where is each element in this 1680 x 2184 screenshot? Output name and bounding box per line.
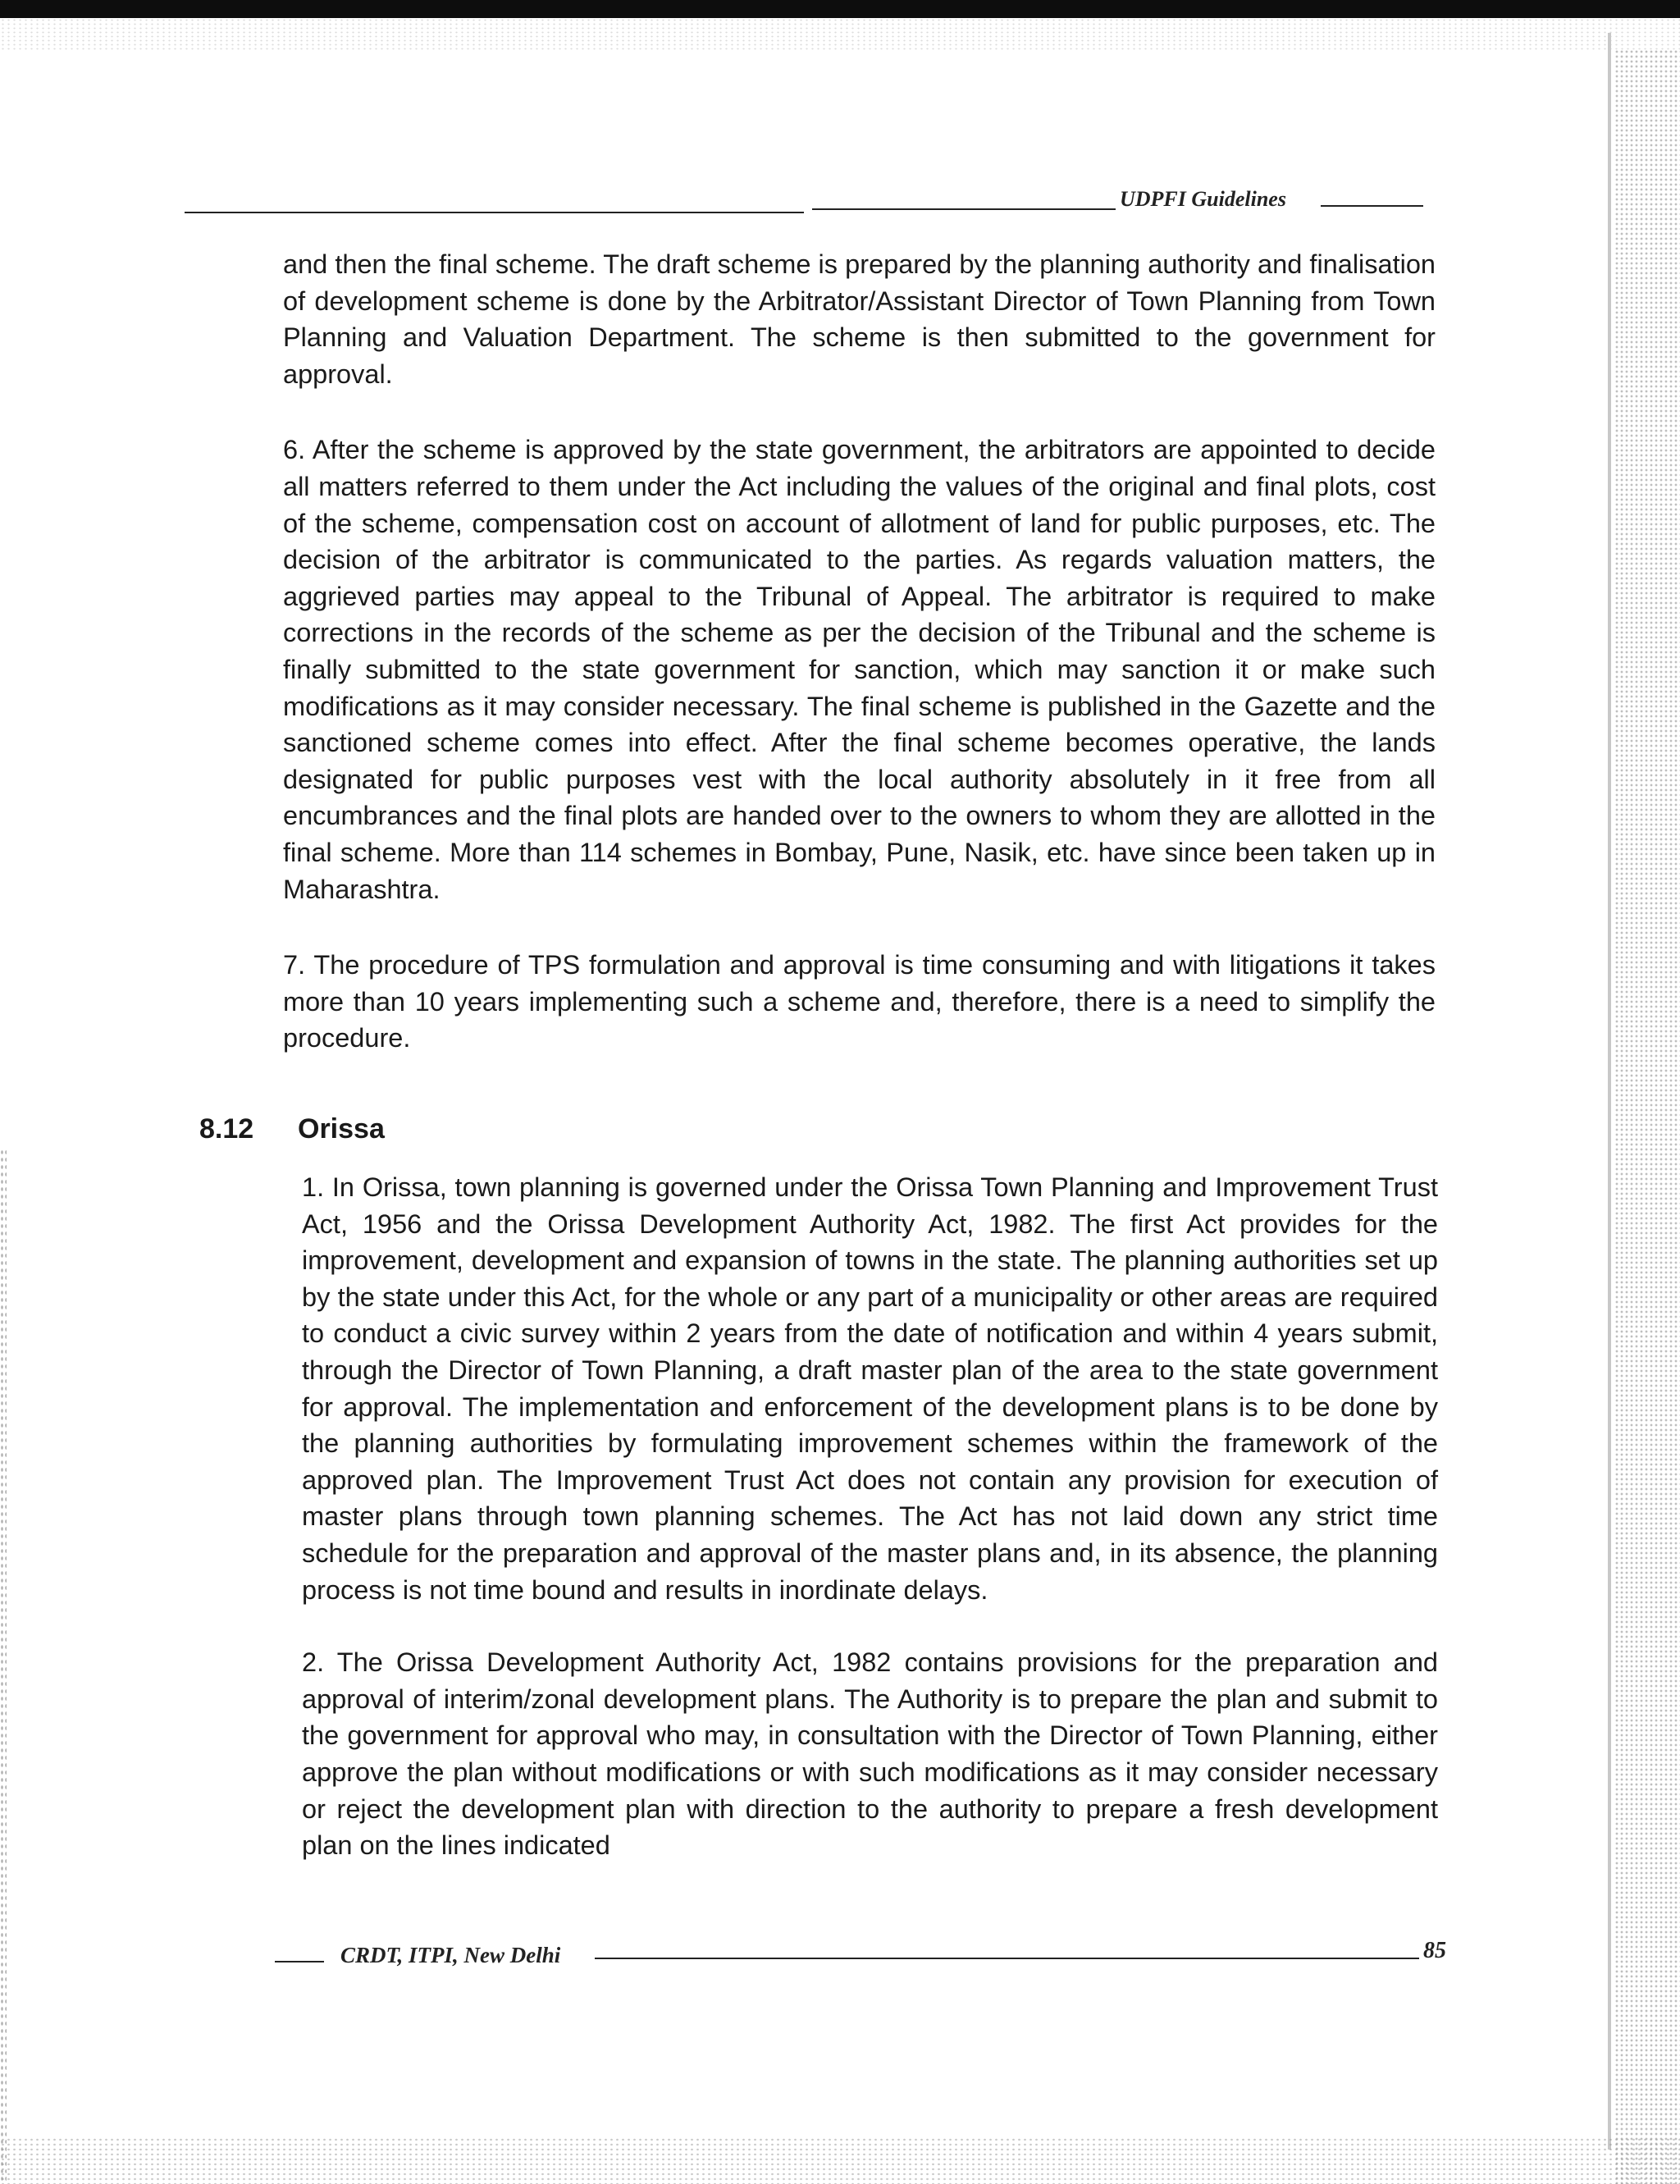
running-header (185, 187, 1423, 220)
scan-top-noise (0, 18, 1680, 51)
scan-left-noise (0, 1149, 7, 2184)
scan-top-border (0, 0, 1680, 18)
footer-publisher: CRDT, ITPI, New Delhi (340, 1943, 561, 1967)
paragraph-7: 7. The procedure of TPS formulation and approval is time consuming and with litigations it takes more than 10 years implementing such a scheme and, therefore, there is a need to simplify the procedure. (283, 950, 1436, 1053)
page-edge (1608, 33, 1611, 2150)
body-text (283, 246, 1436, 1096)
continuation-paragraph: and then the final scheme. The draft scheme is prepared by the planning authority and finalisation of development scheme is done by the Arbitrator/Assistant Director of Town Planning from Town Planning and Valuation Department. The scheme is then submitted to the government for approval. (283, 249, 1436, 389)
header-rule-left (185, 212, 804, 213)
section-title: Orissa (298, 1113, 385, 1145)
scan-bottom-noise (0, 2137, 1680, 2184)
section-number: 8.12 (199, 1113, 254, 1145)
page-footer (275, 1938, 1448, 1979)
running-title: UDPFI Guidelines (1120, 187, 1286, 211)
footer-rule-left (275, 1961, 324, 1962)
header-rule-middle (812, 208, 1116, 210)
paragraph-6: 6. After the scheme is approved by the state government, the arbitrators are appointed to decide all matters referred to them under the Act including the values of the original and final plots, cost of the scheme, compensation cost on account of allotment of land for public purposes, etc. The decision of the arbitrator is communicated to the parties. As regards valuation matters, the aggrieved parties may appeal to the Tribunal of Appeal. The arbitrator is required to make corrections in the records of the scheme as per the decision of the Tribunal and the scheme is finally submitted to the state government for sanction, which may sanction it or make such modifications as it may consider necessary. The final scheme is published in the Gazette and the sanctioned scheme comes into effect. After the final scheme becomes operative, the lands designated for public purposes vest with the local authority absolutely in it free from all encumbrances and the final plots are handed over to the owners to whom they are allotted in the final scheme. More than 114 schemes in Bombay, Pune, Nasik, etc. have since been taken up in Maharashtra. (283, 435, 1436, 904)
section-paragraph-2: 2. The Orissa Development Authority Act, 1982 contains provisions for the preparation and approval of interim/zonal development plans. The Authority is to prepare the plan and submit to the government for approval who may, in consultation with the Director of Town Planning, either approve the plan without modifications or with such modifications as it may consider necessary or reject the development plan with direction to the authority to prepare a fresh development plan on the lines indicated (302, 1647, 1438, 1861)
section-heading (199, 1113, 385, 1145)
footer-rule-right (595, 1958, 1419, 1959)
section-body (302, 1169, 1438, 1900)
scan-right-noise (1614, 49, 1680, 2184)
header-rule-right (1321, 205, 1423, 207)
page-number: 85 (1423, 1938, 1446, 1963)
section-paragraph-1: 1. In Orissa, town planning is governed under the Orissa Town Planning and Improvement Trust Act, 1956 and the Orissa Development Authority Act, 1982. The first Act provides for the improvement, development and expansion of towns in the state. The planning authorities set up by the state under this Act, for the whole or any part of a municipality or other areas are required to conduct a civic survey within 2 years from the date of notification and within 4 years submit, through the Director of Town Planning, a draft master plan of the area to the state government for approval. The implementation and enforcement of the development plans is to be done by the planning authorities by formulating improvement schemes within the framework of the approved plan. The Improvement Trust Act does not contain any provision for execution of master plans through town planning schemes. The Act has not laid down any strict time schedule for the preparation and approval of the master plans and, in its absence, the planning process is not time bound and results in inordinate delays. (302, 1172, 1438, 1605)
